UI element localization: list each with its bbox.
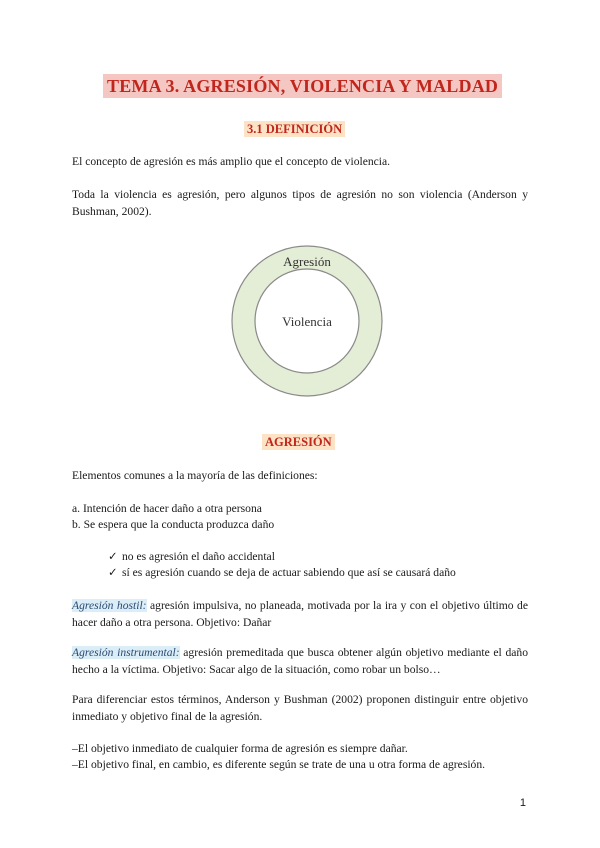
definition-agresion-hostil: agresión impulsiva, no planeada, motivada por la ira y con el objetivo último de hacer daño a otra persona. Objetivo: Dañar: [72, 599, 528, 629]
paragraph-concepto: El concepto de agresión es más amplio que el concepto de violencia.: [72, 155, 391, 168]
check-item-text: no es agresión el daño accidental: [122, 550, 275, 563]
agresion-violencia-diagram: [228, 239, 386, 401]
paragraph-agresion-instrumental: [72, 644, 528, 678]
check-item-text: sí es agresión cuando se deja de actuar sabiendo que así se causará daño: [122, 566, 456, 579]
section-heading-definicion: 3.1 DEFINICIÓN: [244, 121, 345, 137]
page-title: TEMA 3. AGRESIÓN, VIOLENCIA Y MALDAD: [103, 74, 502, 98]
page-number: 1: [519, 797, 526, 809]
list-item: b. Se espera que la conducta produzca daño: [72, 518, 275, 531]
term-agresion-hostil: Agresión hostil:: [72, 599, 147, 612]
intro-elementos: Elementos comunes a la mayoría de las definiciones:: [72, 469, 318, 482]
check-icon: ✓: [108, 550, 118, 563]
paragraph-objetivos: Para diferenciar estos términos, Anderson y Bushman (2002) proponen distinguir entre objetivo inmediato y objetivo final de la agresión.: [72, 693, 528, 723]
definition-agresion-instrumental: agresión premeditada que busca obtener algún objetivo mediante el daño hecho a la víctima. Objetivo: Sacar algo de la situación, como robar un bolso…: [72, 646, 528, 676]
paragraph-violencia: Toda la violencia es agresión, pero algunos tipos de agresión no son violencia (Anderson y Bushman, 2002).: [72, 188, 528, 218]
dash-item: ‒El objetivo final, en cambio, es diferente según se trate de una u otra forma de agresión.: [72, 758, 486, 771]
dash-item: ‒El objetivo inmediato de cualquier forma de agresión es siempre dañar.: [72, 742, 408, 755]
section-heading-agresion: AGRESIÓN: [262, 434, 335, 450]
paragraph-agresion-hostil: [72, 597, 528, 631]
check-item: [108, 564, 456, 581]
term-agresion-instrumental: Agresión instrumental:: [72, 646, 180, 659]
check-item: [108, 548, 275, 565]
check-icon: ✓: [108, 566, 118, 579]
list-item: a. Intención de hacer daño a otra persona: [72, 502, 262, 515]
violencia-label: Violencia: [282, 314, 332, 329]
agresion-label: Agresión: [283, 254, 331, 269]
